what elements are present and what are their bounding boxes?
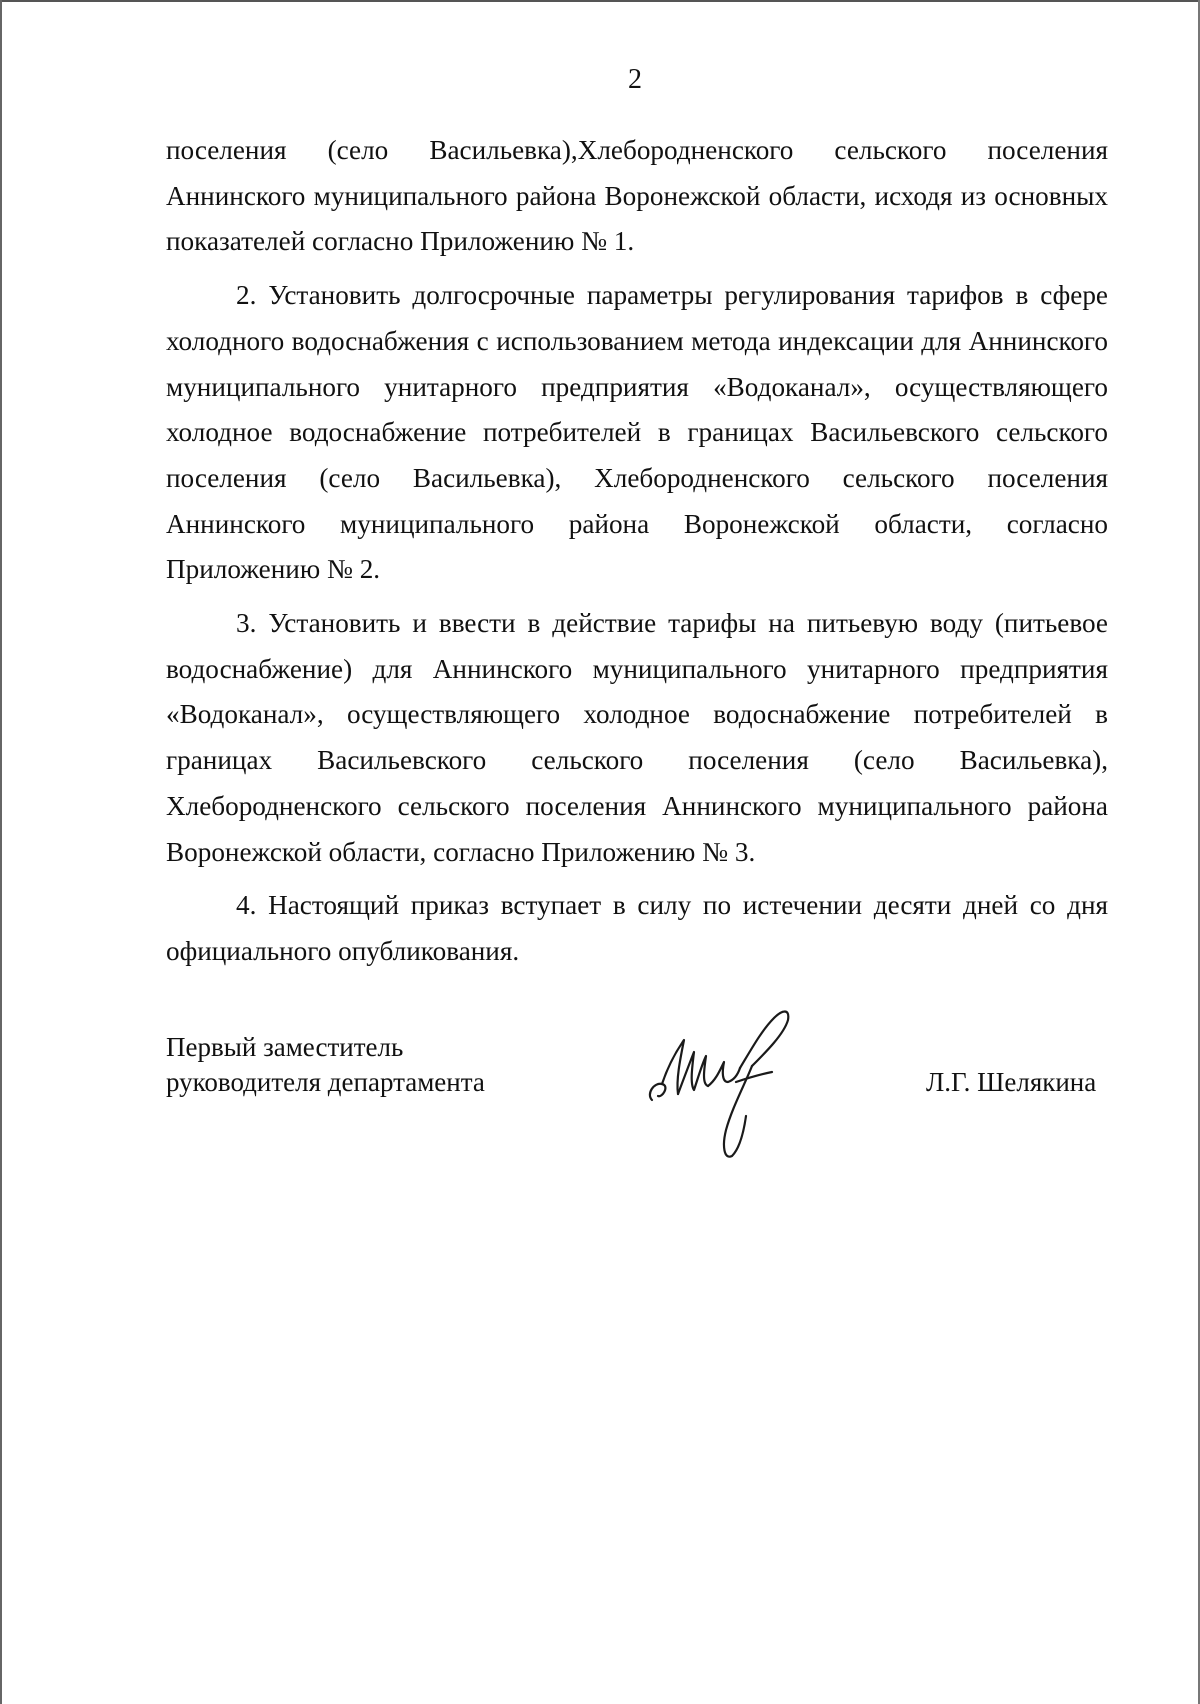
signatory-title <box>166 1030 485 1100</box>
paragraph-continuation: поселения (село Васильевка),Хлебородненского сельского поселения Аннинского муниципального района Воронежской области, исходя из основных показателей согласно Приложению № 1. <box>166 135 1108 257</box>
page-number: 2 <box>628 64 642 95</box>
signatory-title-line2: руководителя департамента <box>166 1067 485 1097</box>
paragraph-item-3: 3. Установить и ввести в действие тарифы на питьевую воду (питьевое водоснабжение) для Аннинского муниципального унитарного предприятия «Водоканал», осуществляющего холодное водоснабжение потребителей в границах Васильевского сельского поселения (село Васильевка), Хлебородненского сельского поселения Аннинского муниципального района Воронежской области, согласно Приложению № 3. <box>166 608 1108 867</box>
handwritten-signature <box>640 990 820 1170</box>
signatory-title-line1: Первый заместитель <box>166 1032 404 1062</box>
scan-border-top <box>0 0 1200 2</box>
document-body <box>166 128 1108 983</box>
scan-border-left <box>0 0 2 1704</box>
signatory-name: Л.Г. Шелякина <box>926 1067 1097 1097</box>
paragraph-item-4: 4. Настоящий приказ вступает в силу по истечении десяти дней со дня официального опубликования. <box>166 890 1108 966</box>
paragraph-item-2: 2. Установить долгосрочные параметры регулирования тарифов в сфере холодного водоснабжения с использованием метода индексации для Аннинского муниципального унитарного предприятия «Водоканал», осуществляющего холодное водоснабжение потребителей в границах Васильевского сельского поселения (село Васильевка), Хлебородненского сельского поселения Аннинского муниципального района Воронежской области, согласно Приложению № 2. <box>166 280 1108 585</box>
